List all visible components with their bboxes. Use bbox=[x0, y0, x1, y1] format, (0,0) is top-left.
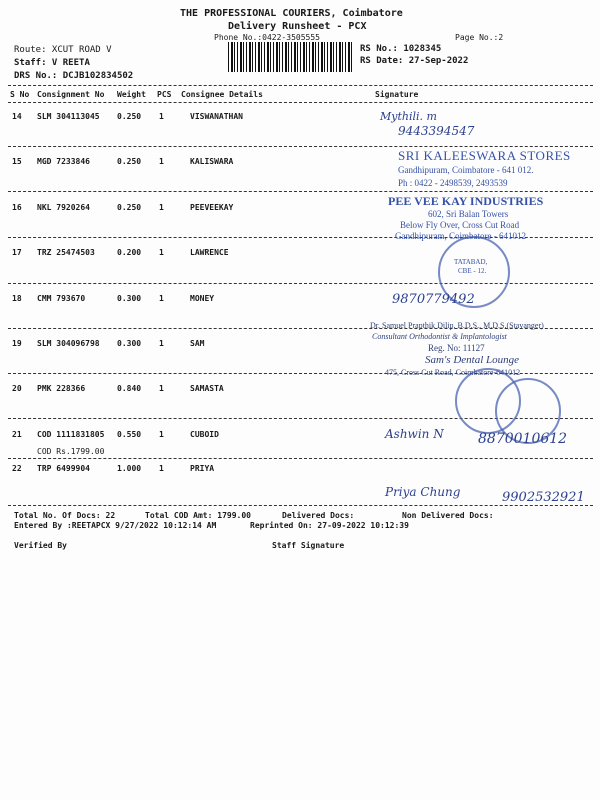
signature-row-22: Priya Chung bbox=[385, 485, 461, 499]
stamp-kaleeswara-name: SRI KALEESWARA STORES bbox=[398, 148, 571, 163]
phone-number: Phone No.:0422-3505555 bbox=[214, 33, 320, 42]
reprinted-on: Reprinted On: 27-09-2022 10:12:39 bbox=[250, 521, 409, 530]
weight-cell: 0.300 bbox=[117, 294, 142, 303]
total-cod: Total COD Amt: 1799.00 bbox=[145, 511, 251, 520]
stamp-peeveekay-line3: Below Fly Over, Cross Cut Road bbox=[400, 220, 520, 230]
consignee-cell: MONEY bbox=[190, 294, 215, 303]
divider bbox=[8, 458, 593, 459]
weight-cell: 0.550 bbox=[117, 430, 142, 439]
page-number: Page No.:2 bbox=[455, 33, 504, 42]
consignment-cell: SLM 304113045 bbox=[37, 112, 100, 121]
weight-cell: 0.250 bbox=[117, 157, 142, 166]
doctor-stamp-reg: Reg. No: 11127 bbox=[428, 343, 485, 353]
col-consignment: Consignment No bbox=[37, 90, 105, 99]
consignment-cell: CMM 793670 bbox=[37, 294, 86, 303]
consignment-cell: NKL 7920264 bbox=[37, 203, 90, 212]
sno-cell: 17 bbox=[12, 248, 22, 257]
sno-cell: 16 bbox=[12, 203, 22, 212]
consignee-cell: LAWRENCE bbox=[190, 248, 229, 257]
sno-cell: 15 bbox=[12, 157, 22, 166]
consignee-cell: SAM bbox=[190, 339, 205, 348]
consignment-cell: PMK 228366 bbox=[37, 384, 86, 393]
total-docs: Total No. Of Docs: 22 bbox=[14, 511, 116, 520]
sno-cell: 18 bbox=[12, 294, 22, 303]
sno-cell: 19 bbox=[12, 339, 22, 348]
non-delivered-docs: Non Delivered Docs: bbox=[402, 511, 494, 520]
consignee-cell: VISWANATHAN bbox=[190, 112, 243, 121]
pcs-cell: 1 bbox=[159, 339, 164, 348]
sno-cell: 20 bbox=[12, 384, 22, 393]
signature-row-14-phone: 9443394547 bbox=[398, 124, 475, 138]
staff: Staff: V REETA bbox=[14, 58, 90, 68]
signature-row-21: Ashwin N bbox=[385, 427, 444, 441]
consignment-cell: TRP 6499904 bbox=[37, 464, 90, 473]
doctor-stamp-address: 475, Cross Cut Road, Coimbatore-641012 bbox=[385, 368, 521, 377]
weight-cell: 1.000 bbox=[117, 464, 142, 473]
stamp-peeveekay-name: PEE VEE KAY INDUSTRIES bbox=[388, 194, 544, 208]
col-consignee: Consignee Details bbox=[181, 90, 263, 99]
runsheet-title: Delivery Runsheet - PCX bbox=[228, 21, 367, 32]
signature-row-14: Mythili. m bbox=[380, 110, 437, 123]
pcs-cell: 1 bbox=[159, 203, 164, 212]
verified-by: Verified By bbox=[14, 541, 67, 550]
consignment-cell: SLM 304096798 bbox=[37, 339, 100, 348]
doctor-stamp-clinic: Sam's Dental Lounge bbox=[425, 354, 520, 366]
stamp-peeveekay-line4: Gandhipuram, Coimbatore - 641012 bbox=[395, 231, 526, 241]
pcs-cell: 1 bbox=[159, 430, 164, 439]
pcs-cell: 1 bbox=[159, 112, 164, 121]
doctor-stamp-name: Dr. Samuel Prapthik Dilip, B.D.S., M.D.S.(Stavanger) bbox=[370, 321, 544, 330]
divider bbox=[8, 102, 593, 103]
pcs-cell: 1 bbox=[159, 157, 164, 166]
consignee-cell: PEEVEEKAY bbox=[190, 203, 234, 212]
consignee-cell: PRIYA bbox=[190, 464, 215, 473]
col-sno: S No bbox=[10, 90, 30, 99]
col-weight: Weight bbox=[117, 90, 146, 99]
cod-amount-note: COD Rs.1799.00 bbox=[37, 447, 105, 456]
consignment-cell: TRZ 25474503 bbox=[37, 248, 95, 257]
pcs-cell: 1 bbox=[159, 248, 164, 257]
consignee-cell: CUBOID bbox=[190, 430, 219, 439]
company-name: THE PROFESSIONAL COURIERS, Coimbatore bbox=[180, 8, 403, 19]
drs-number: DRS No.: DCJB102834502 bbox=[14, 71, 134, 81]
divider bbox=[8, 191, 593, 192]
sno-cell: 14 bbox=[12, 112, 22, 121]
pcs-cell: 1 bbox=[159, 464, 164, 473]
pcs-cell: 1 bbox=[159, 294, 164, 303]
col-signature: Signature bbox=[375, 90, 419, 99]
barcode bbox=[228, 42, 352, 72]
seal-line1: TATABAD, bbox=[454, 258, 488, 266]
consignee-cell: KALISWARA bbox=[190, 157, 234, 166]
col-pcs: PCS bbox=[157, 90, 172, 99]
staff-signature: Staff Signature bbox=[272, 541, 345, 550]
stamp-kaleeswara-phone: Ph : 0422 - 2498539, 2493539 bbox=[398, 178, 508, 188]
route: Route: XCUT ROAD V bbox=[14, 45, 112, 55]
weight-cell: 0.200 bbox=[117, 248, 142, 257]
sno-cell: 22 bbox=[12, 464, 22, 473]
seal-line2: CBE - 12. bbox=[458, 267, 487, 275]
weight-cell: 0.250 bbox=[117, 112, 142, 121]
entered-by: Entered By :REETAPCX 9/27/2022 10:12:14 AM bbox=[14, 521, 217, 530]
consignee-cell: SAMASTA bbox=[190, 384, 224, 393]
divider bbox=[8, 146, 593, 147]
pcs-cell: 1 bbox=[159, 384, 164, 393]
weight-cell: 0.840 bbox=[117, 384, 142, 393]
weight-cell: 0.250 bbox=[117, 203, 142, 212]
consignment-cell: MGD 7233846 bbox=[37, 157, 90, 166]
rs-date: RS Date: 27-Sep-2022 bbox=[360, 56, 469, 66]
stamp-kaleeswara-address: Gandhipuram, Coimbatore - 641 012. bbox=[398, 165, 534, 175]
delivered-docs: Delivered Docs: bbox=[282, 511, 355, 520]
weight-cell: 0.300 bbox=[117, 339, 142, 348]
divider bbox=[8, 505, 593, 506]
sno-cell: 21 bbox=[12, 430, 22, 439]
divider bbox=[8, 85, 593, 86]
signature-row-21-phone: 8870010612 bbox=[478, 431, 568, 447]
signature-row-18-phone: 9870779492 bbox=[392, 292, 475, 307]
rs-number: RS No.: 1028345 bbox=[360, 44, 442, 54]
stamp-peeveekay-line2: 602, Sri Balan Towers bbox=[428, 209, 509, 219]
consignment-cell: COD 1111831805 bbox=[37, 430, 105, 439]
doctor-stamp-title: Consultant Orthodontist & Implantologist bbox=[372, 332, 507, 341]
signature-row-22-phone: 9902532921 bbox=[502, 490, 585, 505]
